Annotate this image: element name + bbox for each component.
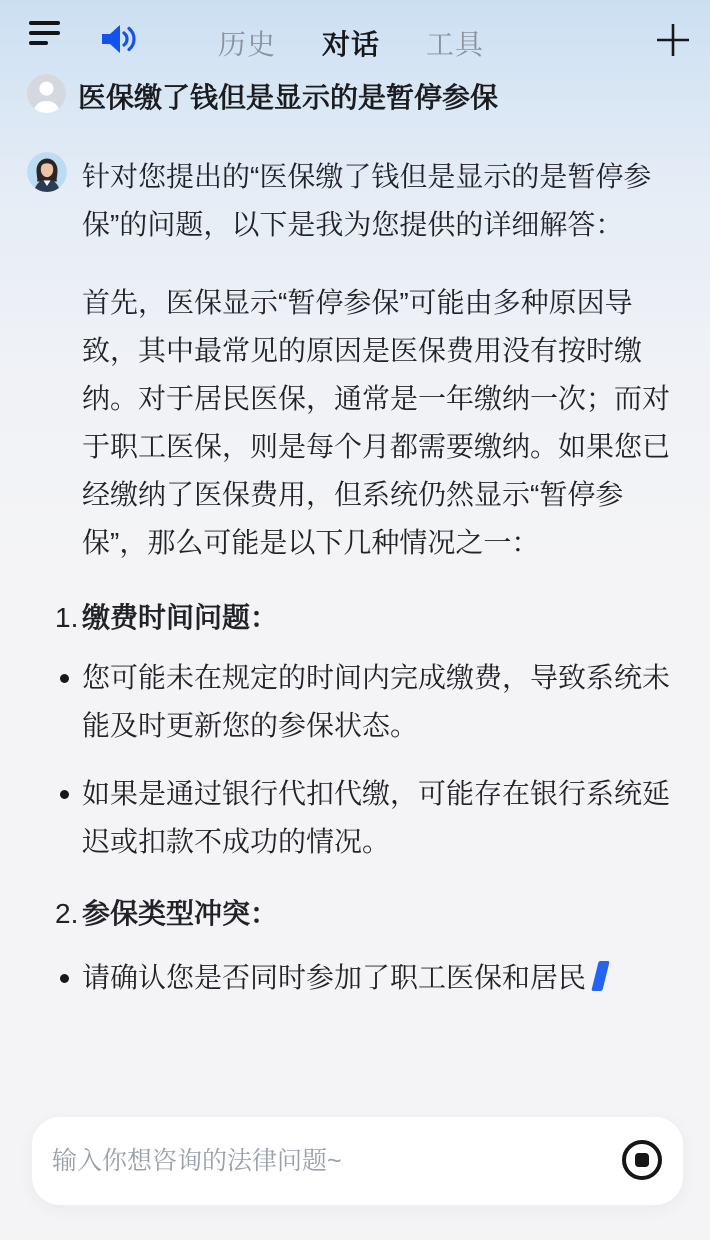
stop-icon [635, 1153, 649, 1167]
user-message-text: 医保缴了钱但是显示的是暂停参保 [78, 82, 499, 113]
list-item-insurance-type-conflict [55, 890, 686, 938]
menu-icon[interactable] [29, 21, 60, 45]
plus-icon[interactable] [654, 21, 692, 59]
bullet-item [82, 770, 686, 866]
tab-dialogue[interactable]: 对话 [322, 29, 381, 60]
tab-history[interactable]: 历史 [218, 29, 277, 60]
stop-generation-button[interactable] [622, 1140, 662, 1180]
bullet-text: 您可能未在规定的时间内完成缴费，导致系统未能及时更新您的参保状态。 [82, 662, 671, 741]
message-input[interactable] [52, 1117, 552, 1205]
top-bar [0, 0, 710, 70]
list-marker: 2. [55, 898, 79, 929]
list-marker: 1. [55, 602, 79, 633]
bullet-text: 如果是通过银行代扣代缴，可能存在银行系统延迟或扣款不成功的情况。 [82, 778, 671, 857]
assistant-avatar [27, 152, 67, 192]
bullet-item [82, 954, 686, 1002]
list-title: 缴费时间问题： [82, 602, 279, 633]
tab-bar [218, 23, 484, 63]
message-input-bar [32, 1117, 683, 1205]
assistant-paragraph: 首先，医保显示“暂停参保”可能由多种原因导致，其中最常见的原因是医保费用没有按时缴纳。对于居民医保，通常是一年缴纳一次；而对于职工医保，则是每个月都需要缴纳。如果您已经缴纳了医保费用，但系统仍然显示“暂停参保”，那么可能是以下几种情况之一： [82, 287, 671, 558]
assistant-paragraph: 针对您提出的“医保缴了钱但是显示的是暂停参保”的问题，以下是我为您提供的详细解答： [82, 161, 652, 240]
list-item-payment-timing [55, 594, 686, 642]
list-title: 参保类型冲突： [82, 898, 279, 929]
bullet-item [82, 654, 686, 750]
tab-tools[interactable]: 工具 [426, 29, 485, 60]
assistant-message [55, 153, 686, 1002]
speaker-icon[interactable] [99, 23, 139, 60]
streaming-cursor-icon [591, 961, 609, 991]
user-avatar [27, 74, 66, 113]
bullet-text: 请确认您是否同时参加了职工医保和居民 [82, 962, 587, 993]
